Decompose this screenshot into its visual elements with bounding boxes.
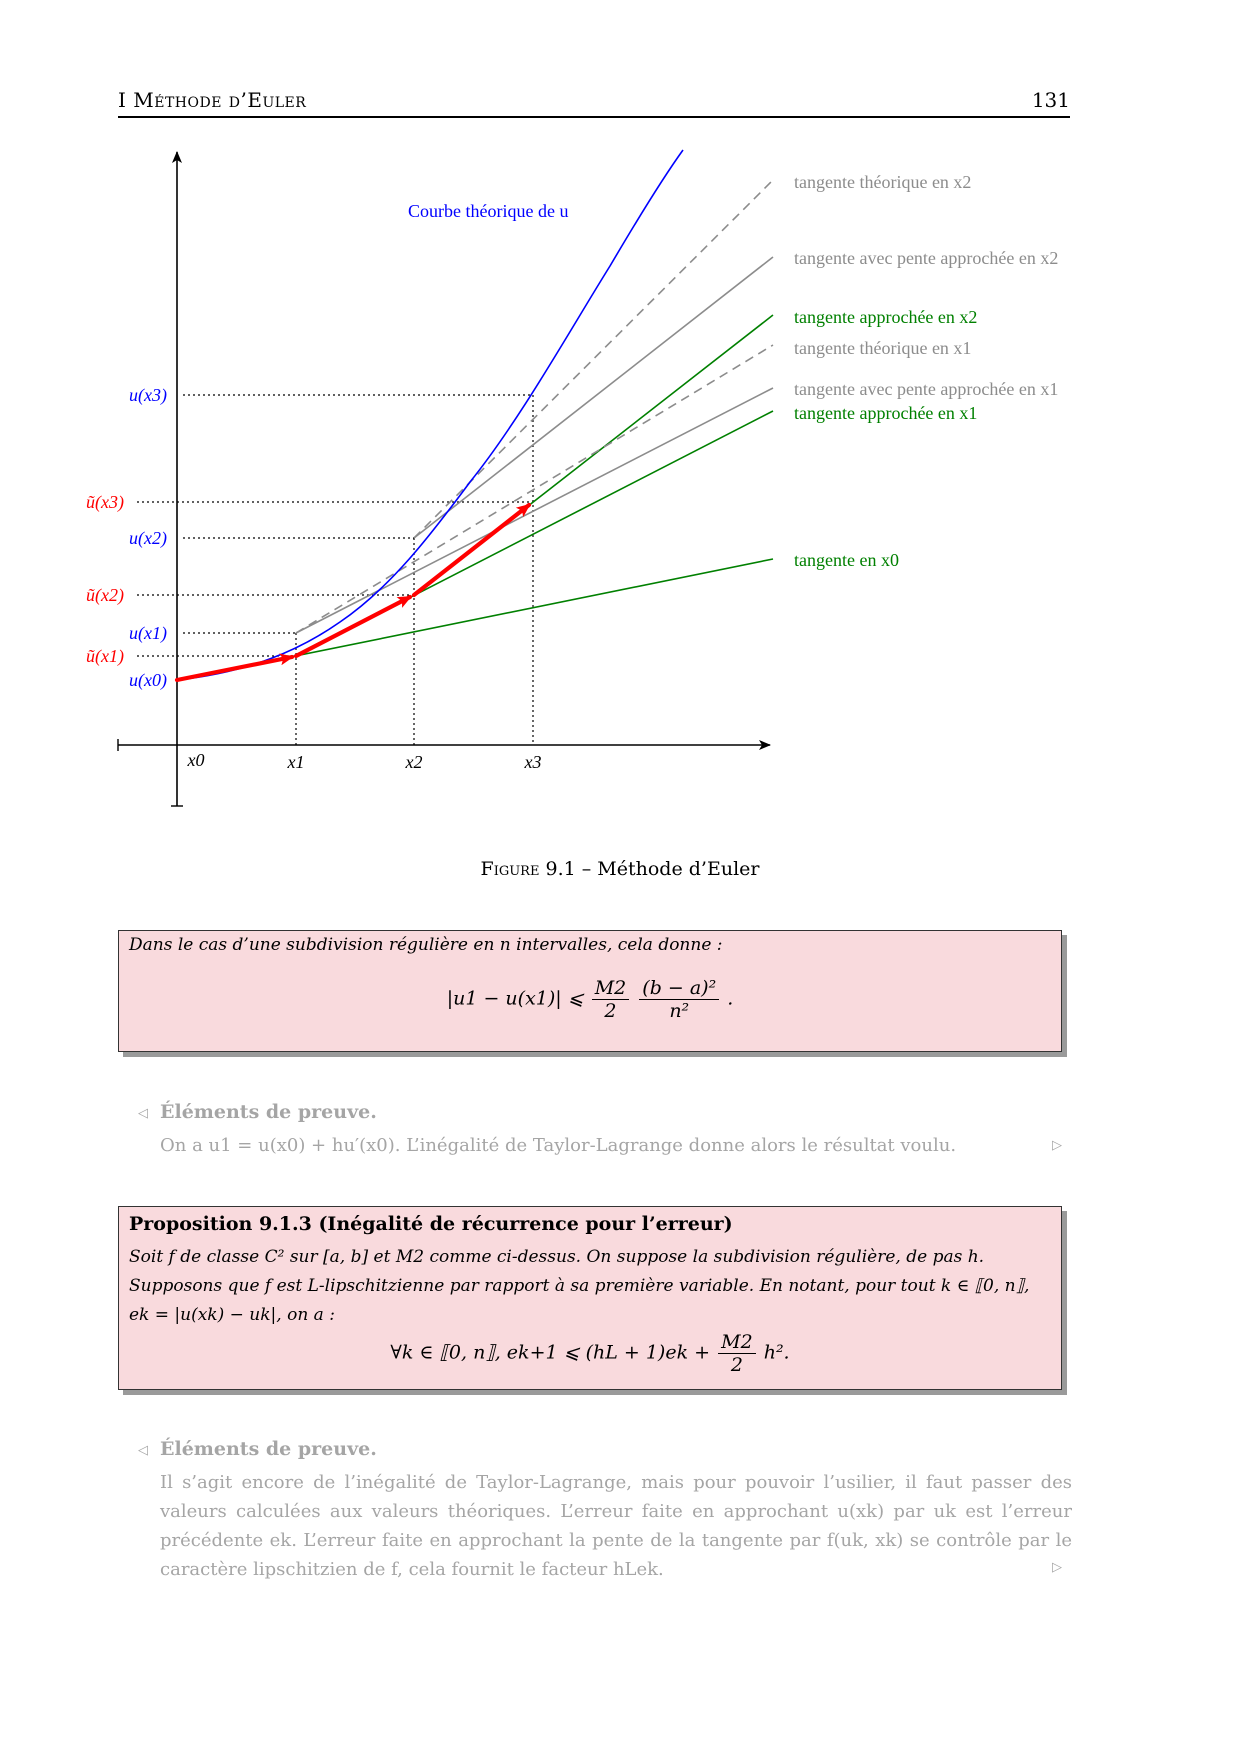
proof-2 [160,1435,1072,1584]
remark-formula-end: . [727,987,734,1010]
label-ut-x2: ũ(x2) [86,585,124,605]
remark-fraction-2-den: n² [669,1000,690,1022]
proposition-box [118,1206,1062,1390]
label-u-x0: u(x0) [129,670,167,690]
label-ut-x1: ũ(x1) [86,646,124,666]
curve-label: Courbe théorique de u [408,201,569,221]
euler-step-2 [296,597,410,656]
label-u-x1: u(x1) [129,623,167,643]
x-tick-x1: x1 [287,752,305,772]
proposition-title: Proposition 9.1.3 (Inégalité de récurrence pour l’erreur) [129,1213,733,1235]
legend-tangent-approx-x2: tangente approchée en x2 [794,307,978,327]
proposition-fraction [718,1331,756,1376]
euler-step-1 [177,657,292,680]
proof2-close-marker: ▷ [1052,1560,1062,1575]
proof2-text: Il s’agit encore de l’inégalité de Taylor-Lagrange, mais pour pouvoir l’usilier, il faut passer des valeurs calculées aux valeurs théoriques. L’erreur faite en approchant u(xk) par uk est l’erreur précédente ek. L’erreur faite en approchant la pente de la tangente par f(uk, xk) se contrôle par le caractère lipschitzien de f, cela fournit le facteur hLek. [160,1472,1072,1580]
remark-box [118,930,1062,1052]
x-tick-x0: x0 [187,750,205,770]
euler-method-figure [0,0,1240,840]
remark-formula-lhs: |u1 − u(x1)| ⩽ [446,987,584,1010]
section-title: I Méthode d’Euler [118,88,307,112]
label-u-x2: u(x2) [129,528,167,548]
label-ut-x3: ũ(x3) [86,492,124,512]
x-tick-x2: x2 [405,752,423,772]
proof2-title: Éléments de preuve. [160,1438,377,1460]
proposition-fraction-num: M2 [718,1331,756,1354]
legend-tangent-theo-x1: tangente théorique en x1 [794,338,972,358]
tangent-slope-x2-line [414,257,773,538]
legend-tangent-x0: tangente en x0 [794,550,899,570]
remark-fraction-2 [639,977,719,1022]
legend-tangent-approx-x1: tangente approchée en x1 [794,403,978,423]
legend-tangent-slope-x2: tangente avec pente approchée en x2 [794,248,1059,268]
legend-tangent-theo-x2: tangente théorique en x2 [794,172,972,192]
remark-fraction-1-num: M2 [592,977,630,1000]
page-number: 131 [1031,88,1070,112]
figure-caption-text: – Méthode d’Euler [575,858,760,880]
remark-text: Dans le cas d’une subdivision régulière en n intervalles, cela donne : [129,935,723,955]
proposition-formula [119,1331,1061,1376]
proof1-open-marker: ◁ [138,1106,148,1121]
tangent-slope-x1-line [296,388,773,633]
remark-fraction-1 [592,977,630,1022]
figure-caption-label: Figure 9.1 [480,858,576,880]
proof1-text: On a u1 = u(x0) + hu′(x0). L’inégalité de Taylor-Lagrange donne alors le résultat voulu. [160,1135,957,1156]
proposition-text: Soit f de classe C² sur [a, b] et M2 comme ci-dessus. On suppose la subdivision régulière, de pas h. Supposons que f est L-lipschitzienne par rapport à sa première variable. En notant, pour tout k ∈ ⟦0, n⟧, ek = |u(xk) − uk|, on a : [129,1247,1030,1325]
x-tick-x3: x3 [524,752,542,772]
remark-formula [119,977,1061,1022]
proposition-fraction-den: 2 [730,1354,743,1376]
proof1-close-marker: ▷ [1052,1138,1062,1153]
remark-fraction-2-num: (b − a)² [639,977,719,1000]
proposition-formula-end: h². [763,1341,790,1364]
theoretical-curve [177,150,683,680]
proof-1 [160,1098,1072,1160]
remark-fraction-1-den: 2 [604,1000,617,1022]
proof2-open-marker: ◁ [138,1443,148,1458]
euler-step-3 [414,505,529,595]
figure-caption [0,858,1240,880]
label-u-x3: u(x3) [129,385,167,405]
proof1-title: Éléments de preuve. [160,1101,377,1123]
legend-tangent-slope-x1: tangente avec pente approchée en x1 [794,379,1059,399]
proposition-formula-lhs: ∀k ∈ ⟦0, n⟧, ek+1 ⩽ (hL + 1)ek + [390,1341,711,1364]
